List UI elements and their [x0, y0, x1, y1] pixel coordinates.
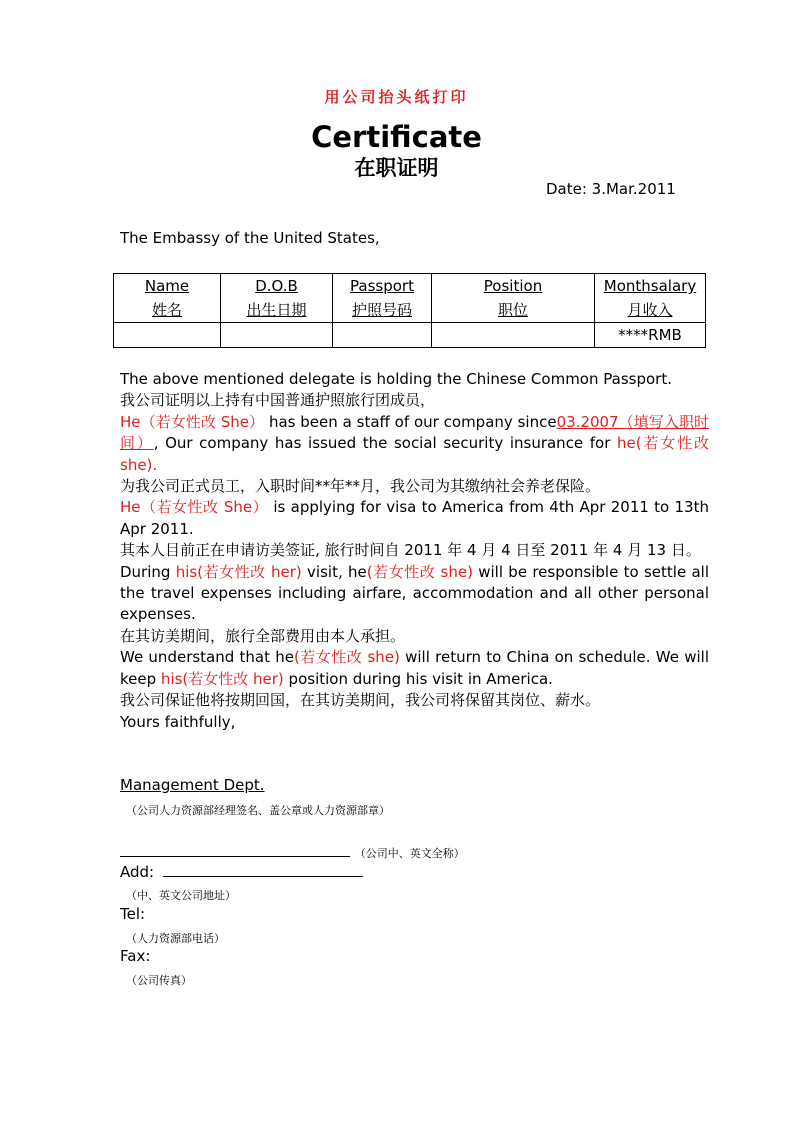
address-label: Add:	[120, 863, 155, 881]
paragraph-3-zh: 其本人目前正在申请访美签证, 旅行时间自 2011 年 4 月 4 日至 2011 年 4 月 13 日。	[120, 541, 701, 560]
letterhead-note: 用公司抬头纸打印	[324, 88, 469, 106]
paragraph-5-zh: 我公司保证他将按期回国，在其访美期间，我公司将保留其岗位、薪水。	[120, 691, 601, 710]
address-line	[120, 862, 363, 881]
header-dob: D.O.B 出生日期	[221, 274, 333, 323]
fax-note: （公司传真）	[126, 974, 192, 987]
date-line: Date: 3.Mar.2011	[546, 180, 676, 198]
header-name: Name 姓名	[114, 274, 221, 323]
address-note: （中、英文公司地址）	[126, 889, 236, 902]
header-passport: Passport 护照号码	[333, 274, 432, 323]
document-title: Certificate	[311, 120, 482, 154]
paragraph-2-zh: 为我公司正式员工，入职时间**年**月，我公司为其缴纳社会养老保险。	[120, 477, 601, 496]
header-salary: Monthsalary 月收入	[595, 274, 706, 323]
department-note: （公司人力资源部经理签名、盖公章或人力资源部章）	[126, 804, 390, 817]
header-position: Position 职位	[432, 274, 595, 323]
company-name-blank	[120, 842, 350, 857]
address-blank	[163, 862, 363, 877]
department-name: Management Dept.	[120, 776, 265, 794]
paragraph-4-zh: 在其访美期间，旅行全部费用由本人承担。	[120, 626, 406, 645]
paragraph-3: He（若女性改 She） is applying for visa to America from 4th Apr 2011 to 13th Apr 2011.	[120, 498, 709, 538]
company-name-note: （公司中、英文全称）	[354, 847, 465, 860]
letter-body	[120, 369, 709, 733]
closing: Yours faithfully,	[120, 712, 236, 731]
document-subtitle: 在职证明	[354, 156, 439, 180]
cell-position	[432, 323, 595, 348]
cell-passport	[333, 323, 432, 348]
table-row	[114, 323, 706, 348]
paragraph-5: We understand that he(若女性改 she) will return to China on schedule. We will keep his(若女性改 her) position during his visit in America.	[120, 648, 709, 688]
salutation: The Embassy of the United States,	[120, 229, 380, 247]
paragraph-1-zh: 我公司证明以上持有中国普通护照旅行团成员，	[120, 391, 436, 410]
paragraph-1-en: The above mentioned delegate is holding the Chinese Common Passport.	[120, 370, 672, 388]
table-header-row	[114, 274, 706, 323]
cell-dob	[221, 323, 333, 348]
fax-label: Fax:	[120, 947, 151, 965]
paragraph-4: During his(若女性改 her) visit, he(若女性改 she) will be responsible to settle all the travel expenses including airfare, accommodation and all other personal expenses.	[120, 562, 709, 624]
company-name-line	[120, 842, 465, 861]
employee-info-table	[113, 273, 706, 348]
paragraph-2: He（若女性改 She） has been a staff of our company since03.2007（填写入职时间）, Our company has issued the social security insurance for he(若女性改she).	[120, 412, 710, 474]
tel-label: Tel:	[120, 905, 146, 923]
cell-salary: ****RMB	[595, 323, 706, 348]
tel-note: （人力资源部电话）	[126, 932, 225, 945]
cell-name	[114, 323, 221, 348]
